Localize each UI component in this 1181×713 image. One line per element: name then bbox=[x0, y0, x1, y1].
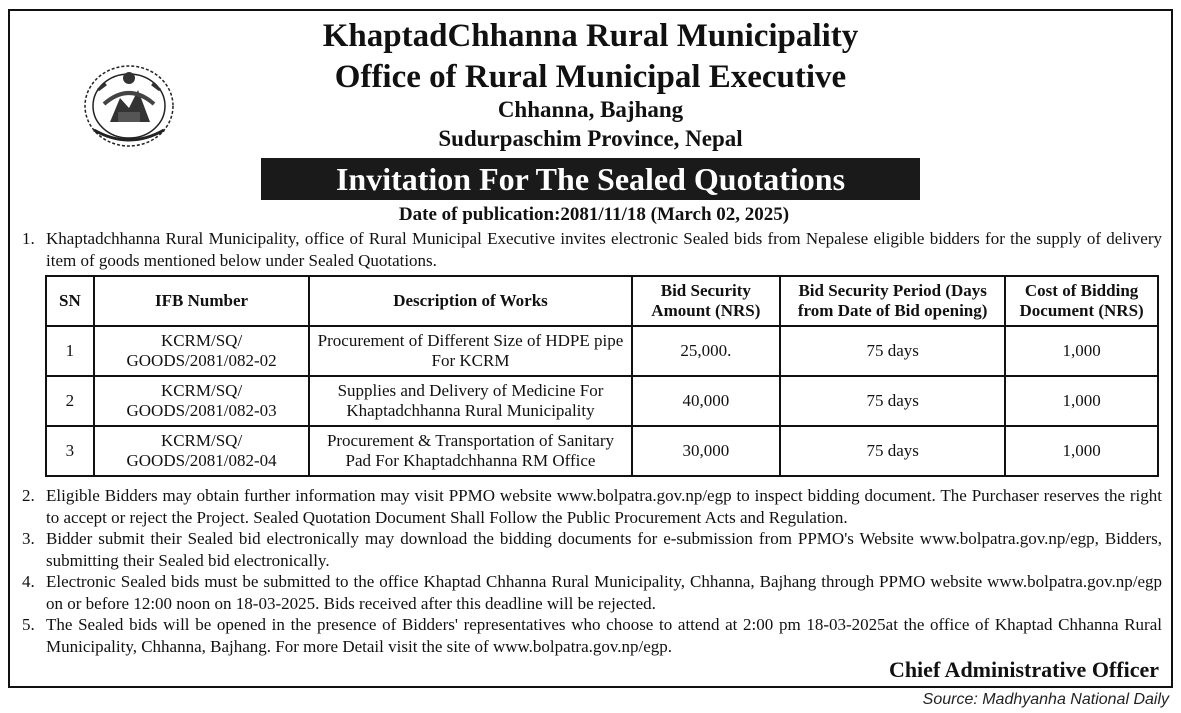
bid-items-table bbox=[45, 275, 1159, 477]
cell-sn: 3 bbox=[46, 426, 94, 476]
cell-period: 75 days bbox=[780, 376, 1005, 426]
cell-ifb-number: KCRM/SQ/ GOODS/2081/082-03 bbox=[94, 376, 310, 426]
header-ifb-number: IFB Number bbox=[94, 276, 310, 326]
paragraph-number: 5. bbox=[22, 615, 35, 634]
cell-cost: 1,000 bbox=[1005, 376, 1158, 426]
paragraph-number: 1. bbox=[22, 229, 35, 248]
paragraph-number: 3. bbox=[22, 529, 35, 548]
header-bid-security-period: Bid Security Period (Days from Date of Bid opening) bbox=[780, 276, 1005, 326]
table-row bbox=[46, 376, 1158, 426]
header-sn: SN bbox=[46, 276, 94, 326]
cell-sn: 2 bbox=[46, 376, 94, 426]
cell-amount: 30,000 bbox=[632, 426, 781, 476]
cell-description: Supplies and Delivery of Medicine For Khaptadchhanna Rural Municipality bbox=[309, 376, 631, 426]
paragraph-text: Khaptadchhanna Rural Municipality, office of Rural Municipal Executive invites electronic Sealed bids from Nepalese eligible bidders for the supply of delivery item of goods mentioned below under Sealed Quotations. bbox=[46, 229, 1162, 270]
header-bid-security-amount: Bid Security Amount (NRS) bbox=[632, 276, 781, 326]
cell-ifb-number: KCRM/SQ/ GOODS/2081/082-02 bbox=[94, 326, 310, 376]
province-line: Sudurpaschim Province, Nepal bbox=[438, 126, 743, 151]
paragraph-number: 4. bbox=[22, 572, 35, 591]
table-row bbox=[46, 326, 1158, 376]
organization-title: KhaptadChhanna Rural Municipality bbox=[322, 18, 859, 54]
paragraph-text: Electronic Sealed bids must be submitted to the office Khaptad Chhanna Rural Municipality, Chhanna, Bajhang through PPMO website www.bolpatra.gov.np/egp on or before 12:00 noon on 18-03-2025. Bids received after this deadline will be rejected. bbox=[46, 572, 1162, 613]
header-description: Description of Works bbox=[309, 276, 631, 326]
paragraph-1 bbox=[22, 228, 1162, 271]
notice-title-banner: Invitation For The Sealed Quotations bbox=[261, 158, 920, 200]
cell-cost: 1,000 bbox=[1005, 326, 1158, 376]
cell-cost: 1,000 bbox=[1005, 426, 1158, 476]
office-title: Office of Rural Municipal Executive bbox=[334, 59, 847, 95]
header-cost-of-document: Cost of Bidding Document (NRS) bbox=[1005, 276, 1158, 326]
cell-amount: 40,000 bbox=[632, 376, 781, 426]
paragraph-number: 2. bbox=[22, 486, 35, 505]
paragraph-4 bbox=[22, 571, 1162, 614]
table-header-row bbox=[46, 276, 1158, 326]
publication-date: Date of publication:2081/11/18 (March 02, 2025) bbox=[398, 204, 790, 225]
paragraph-3 bbox=[22, 528, 1162, 571]
paragraph-text: Bidder submit their Sealed bid electronically may download the bidding documents for e-submission from PPMO's Website www.bolpatra.gov.np/egp, Bidders, submitting their Sealed bid electronically. bbox=[46, 529, 1162, 570]
paragraph-text: The Sealed bids will be opened in the presence of Bidders' representatives who choose to attend at 2:00 pm 18-03-2025at the office of Khaptad Chhanna Rural Municipality, Chhanna, Bajhang. For more Detail visit the site of www.bolpatra.gov.np/egp. bbox=[46, 615, 1162, 656]
cell-amount: 25,000. bbox=[632, 326, 781, 376]
signer-title: Chief Administrative Officer bbox=[888, 657, 1159, 682]
location-line: Chhanna, Bajhang bbox=[497, 97, 684, 122]
cell-description: Procurement & Transportation of Sanitary Pad For Khaptadchhanna RM Office bbox=[309, 426, 631, 476]
paragraph-5 bbox=[22, 614, 1162, 657]
cell-period: 75 days bbox=[780, 426, 1005, 476]
table-row bbox=[46, 426, 1158, 476]
paragraph-2 bbox=[22, 485, 1162, 528]
source-credit: Source: Madhyanha National Daily bbox=[922, 691, 1169, 708]
paragraph-text: Eligible Bidders may obtain further information may visit PPMO website www.bolpatra.gov.np/egp to inspect bidding document. The Purchaser reserves the right to accept or reject the Project. Sealed Quotation Document Shall Follow the Public Procurement Acts and Regulation. bbox=[46, 486, 1162, 527]
cell-description: Procurement of Different Size of HDPE pipe For KCRM bbox=[309, 326, 631, 376]
cell-sn: 1 bbox=[46, 326, 94, 376]
cell-period: 75 days bbox=[780, 326, 1005, 376]
cell-ifb-number: KCRM/SQ/ GOODS/2081/082-04 bbox=[94, 426, 310, 476]
